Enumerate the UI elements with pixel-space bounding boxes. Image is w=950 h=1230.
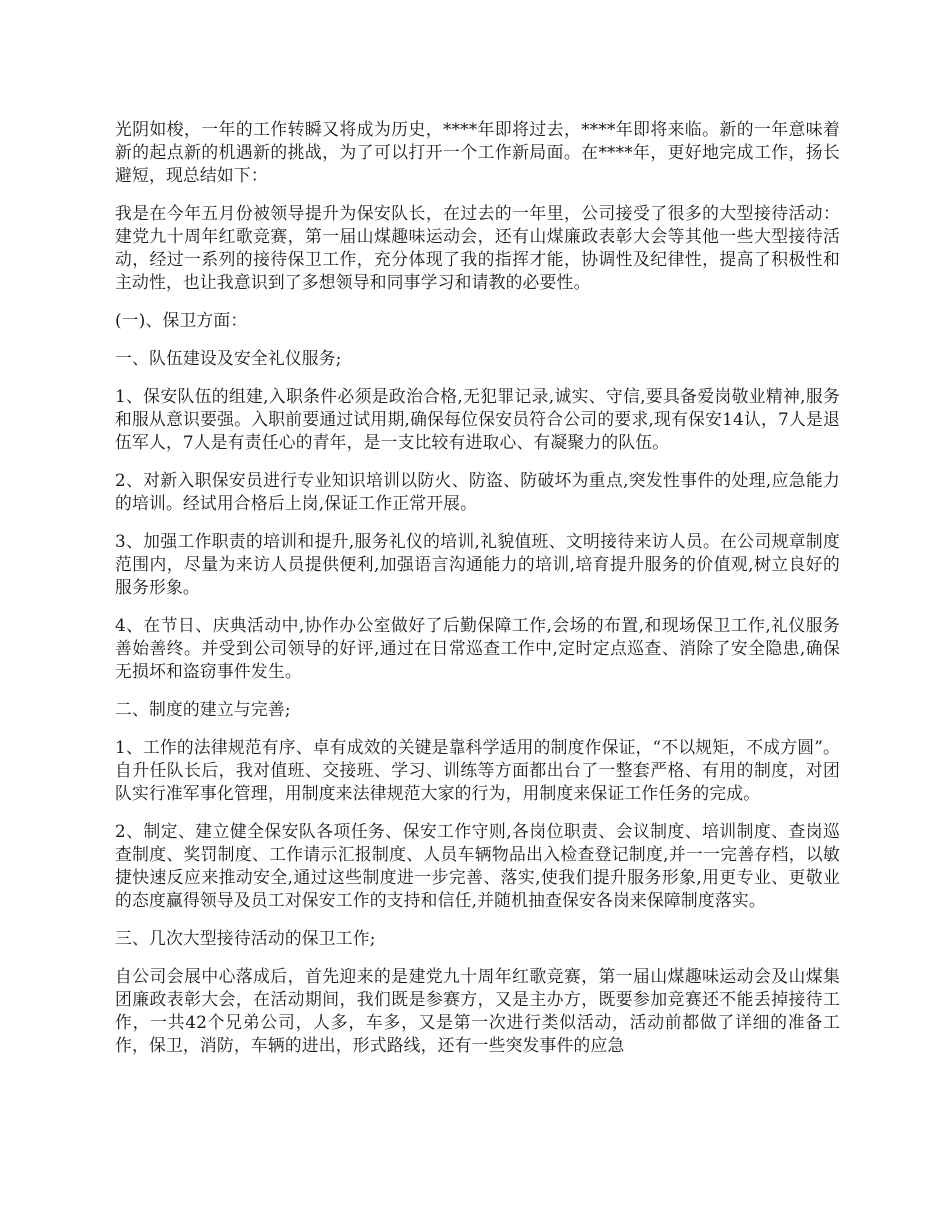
subsection-heading-events: 三、几次大型接待活动的保卫工作;: [115, 928, 376, 948]
team-item-3: 3、加强工作职责的培训和提升,服务礼仪的培训,礼貌值班、文明接待来访人员。在公司规章制度范围内，尽量为来访人员提供便利,加强语言沟通能力的培训,培育提升服务的价值观,树立良好的服务形象。: [115, 531, 840, 597]
rules-item-1: 1、工作的法律规范有序、卓有成效的关键是靠科学适用的制度作保证，“不以规矩，不成方圆”。自升任队长后，我对值班、交接班、学习、训练等方面都出台了一整套严格、有用的制度，对团队实行准军事化管理，用制度来法律规范大家的行为，用制度来保证工作任务的完成。: [115, 737, 840, 803]
rules-item-2: 2、制定、建立健全保安队各项任务、保安工作守则,各岗位职责、会议制度、培训制度、查岗巡查制度、奖罚制度、工作请示汇报制度、人员车辆物品出入检查登记制度,并一一完善存档，以敏捷快速反应来推动安全,通过这些制度进一步完善、落实,使我们提升服务形象,用更专业、更敬业的态度赢得领导及员工对保安工作的支持和信任,并随机抽查保安各岗来保障制度落实。: [115, 821, 840, 910]
section-heading-security: (一)、保卫方面：: [115, 310, 248, 330]
team-item-4: 4、在节日、庆典活动中,协作办公室做好了后勤保障工作,会场的布置,和现场保卫工作,礼仪服务善始善终。并受到公司领导的好评,通过在日常巡查工作中,定时定点巡查、消除了安全隐患,确保无损坏和盗窃事件发生。: [115, 615, 840, 681]
subsection-heading-rules: 二、制度的建立与完善;: [115, 699, 291, 719]
subsection-heading-team-building: 一、队伍建设及安全礼仪服务;: [115, 348, 342, 368]
team-item-1: 1、保安队伍的组建,入职条件必须是政治合格,无犯罪记录,诚实、守信,要具备爱岗敬业精神,服务和服从意识要强。入职前要通过试用期,确保每位保安员符合公司的要求,现有保安14认，7人是退伍军人，7人是有责任心的青年，是一支比较有进取心、有凝聚力的队伍。: [115, 386, 840, 452]
team-item-2: 2、对新入职保安员进行专业知识培训以防火、防盗、防破坏为重点,突发性事件的处理,应急能力的培训。经试用合格后上岗,保证工作正常开展。: [115, 470, 840, 513]
background-paragraph: 我是在今年五月份被领导提升为保安队长，在过去的一年里，公司接受了很多的大型接待活动：建党九十周年红歌竞赛，第一届山煤趣味运动会，还有山煤廉政表彰大会等其他一些大型接待活动，经过一系列的接待保卫工作，充分体现了我的指挥才能，协调性及纪律性，提高了积极性和主动性，也让我意识到了多想领导和同事学习和请教的必要性。: [115, 203, 840, 292]
events-paragraph: 自公司会展中心落成后，首先迎来的是建党九十周年红歌竞赛，第一届山煤趣味运动会及山煤集团廉政表彰大会，在活动期间，我们既是参赛方，又是主办方，既要参加竞赛还不能丢掉接待工作，一共42个兄弟公司，人多，车多，又是第一次进行类似活动，活动前都做了详细的准备工作，保卫，消防，车辆的进出，形式路线，还有一些突发事件的应急: [115, 966, 840, 1055]
intro-paragraph: 光阴如梭，一年的工作转瞬又将成为历史，****年即将过去，****年即将来临。新的一年意味着新的起点新的机遇新的挑战，为了可以打开一个工作新局面。在****年，更好地完成工作，扬长避短，现总结如下：: [115, 119, 840, 185]
